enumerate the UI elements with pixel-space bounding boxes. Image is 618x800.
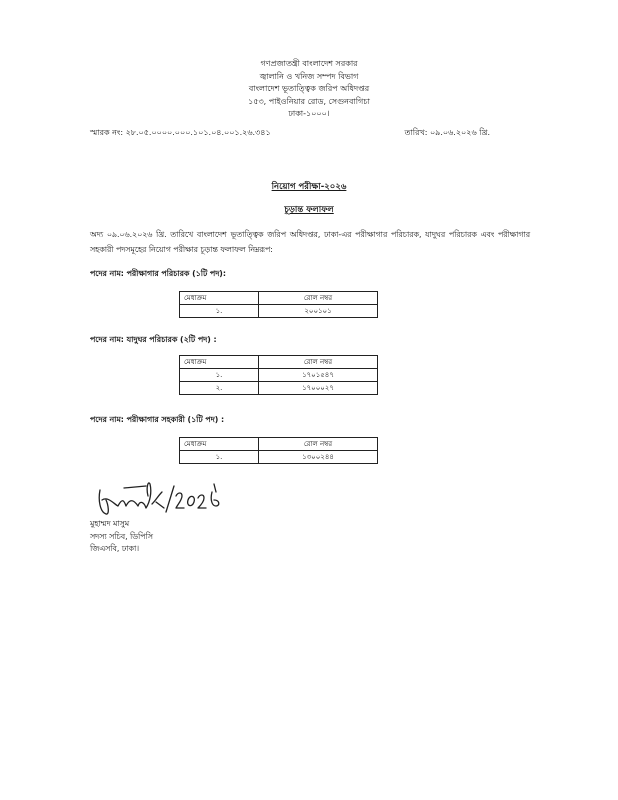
table-header-row: [180, 356, 378, 369]
roll-cell: ১৭০১৫৪৭: [259, 369, 378, 382]
post-title: পদের নাম: পরীক্ষাগার সহকারী (১টি পদ) :: [90, 415, 225, 424]
memo-date: তারিখ: ০৯.০৬.২০২৬ খ্রি.: [404, 128, 490, 137]
header-line-4: ১৫৩, পাইওনিয়ার রোড, সেগুনবাগিচা: [248, 96, 370, 106]
result-table: [179, 437, 378, 464]
roll-header: রোল নম্বর: [259, 356, 378, 369]
roll-header: রোল নম্বর: [259, 292, 378, 305]
signature-block: [90, 518, 153, 556]
memo-number: স্মারক নং: ২৮.০৫.০০০০.০০০.১০১.০৪.০০১.২৬.৩৪১: [90, 128, 271, 137]
signatory-name: মুহাম্মদ মাসুম: [90, 519, 130, 528]
post-title: পদের নাম: যাদুঘর পরিচারক (২টি পদ) :: [90, 335, 217, 344]
exam-title: নিয়োগ পরীক্ষা-২০২৬: [271, 182, 347, 192]
roll-header: রোল নম্বর: [259, 438, 378, 451]
signatory-office: জিএসবি, ঢাকা।: [90, 544, 139, 553]
rank-cell: ২.: [180, 382, 259, 395]
table-header-row: [180, 292, 378, 305]
roll-cell: ১৩০০২৪৪: [259, 451, 378, 464]
rank-cell: ১.: [180, 451, 259, 464]
rank-header: মেধাক্রম: [180, 292, 259, 305]
rank-cell: ১.: [180, 305, 259, 318]
table-row: [180, 305, 378, 318]
header-line-5: ঢাকা-১০০০।: [288, 109, 330, 118]
result-subtitle: চূড়ান্ত ফলাফল: [284, 205, 334, 215]
table-row: [180, 382, 378, 395]
table-header-row: [180, 438, 378, 451]
table-row: [180, 369, 378, 382]
header-line-2: জ্বালানি ও খনিজ সম্পদ বিভাগ: [259, 71, 359, 81]
rank-cell: ১.: [180, 369, 259, 382]
roll-cell: ১৭০০০২৭: [259, 382, 378, 395]
signatory-designation: সদস্য সচিব, ডিপিসি: [90, 531, 153, 541]
result-table: [179, 291, 378, 318]
header-line-1: গণপ্রজাতন্ত্রী বাংলাদেশ সরকার: [260, 59, 358, 68]
rank-header: মেধাক্রম: [180, 356, 259, 369]
handwritten-signature: [94, 478, 234, 520]
result-table: [179, 355, 378, 395]
office-header: [0, 58, 618, 121]
rank-header: মেধাক্রম: [180, 438, 259, 451]
intro-paragraph: অদ্য ০৯.০৬.২০২৬ খ্রি. তারিখে বাংলাদেশ ভূতাত্ত্বিক জরিপ অধিদপ্তর, ঢাকা-এর পরীক্ষাগার পরিচারক, যাদুঘর পরিচারক এবং পরীক্ষাগার সহকারী পদসমূহের নিয়োগ পরীক্ষার চূড়ান্ত ফলাফল নিম্নরূপ:: [90, 230, 530, 254]
roll-cell: ২০০১০১: [259, 305, 378, 318]
table-row: [180, 451, 378, 464]
header-line-3: বাংলাদেশ ভূতাত্ত্বিক জরিপ অধিদপ্তর: [248, 84, 370, 93]
post-title: পদের নাম: পরীক্ষাগার পরিচারক (১টি পদ):: [90, 269, 226, 278]
